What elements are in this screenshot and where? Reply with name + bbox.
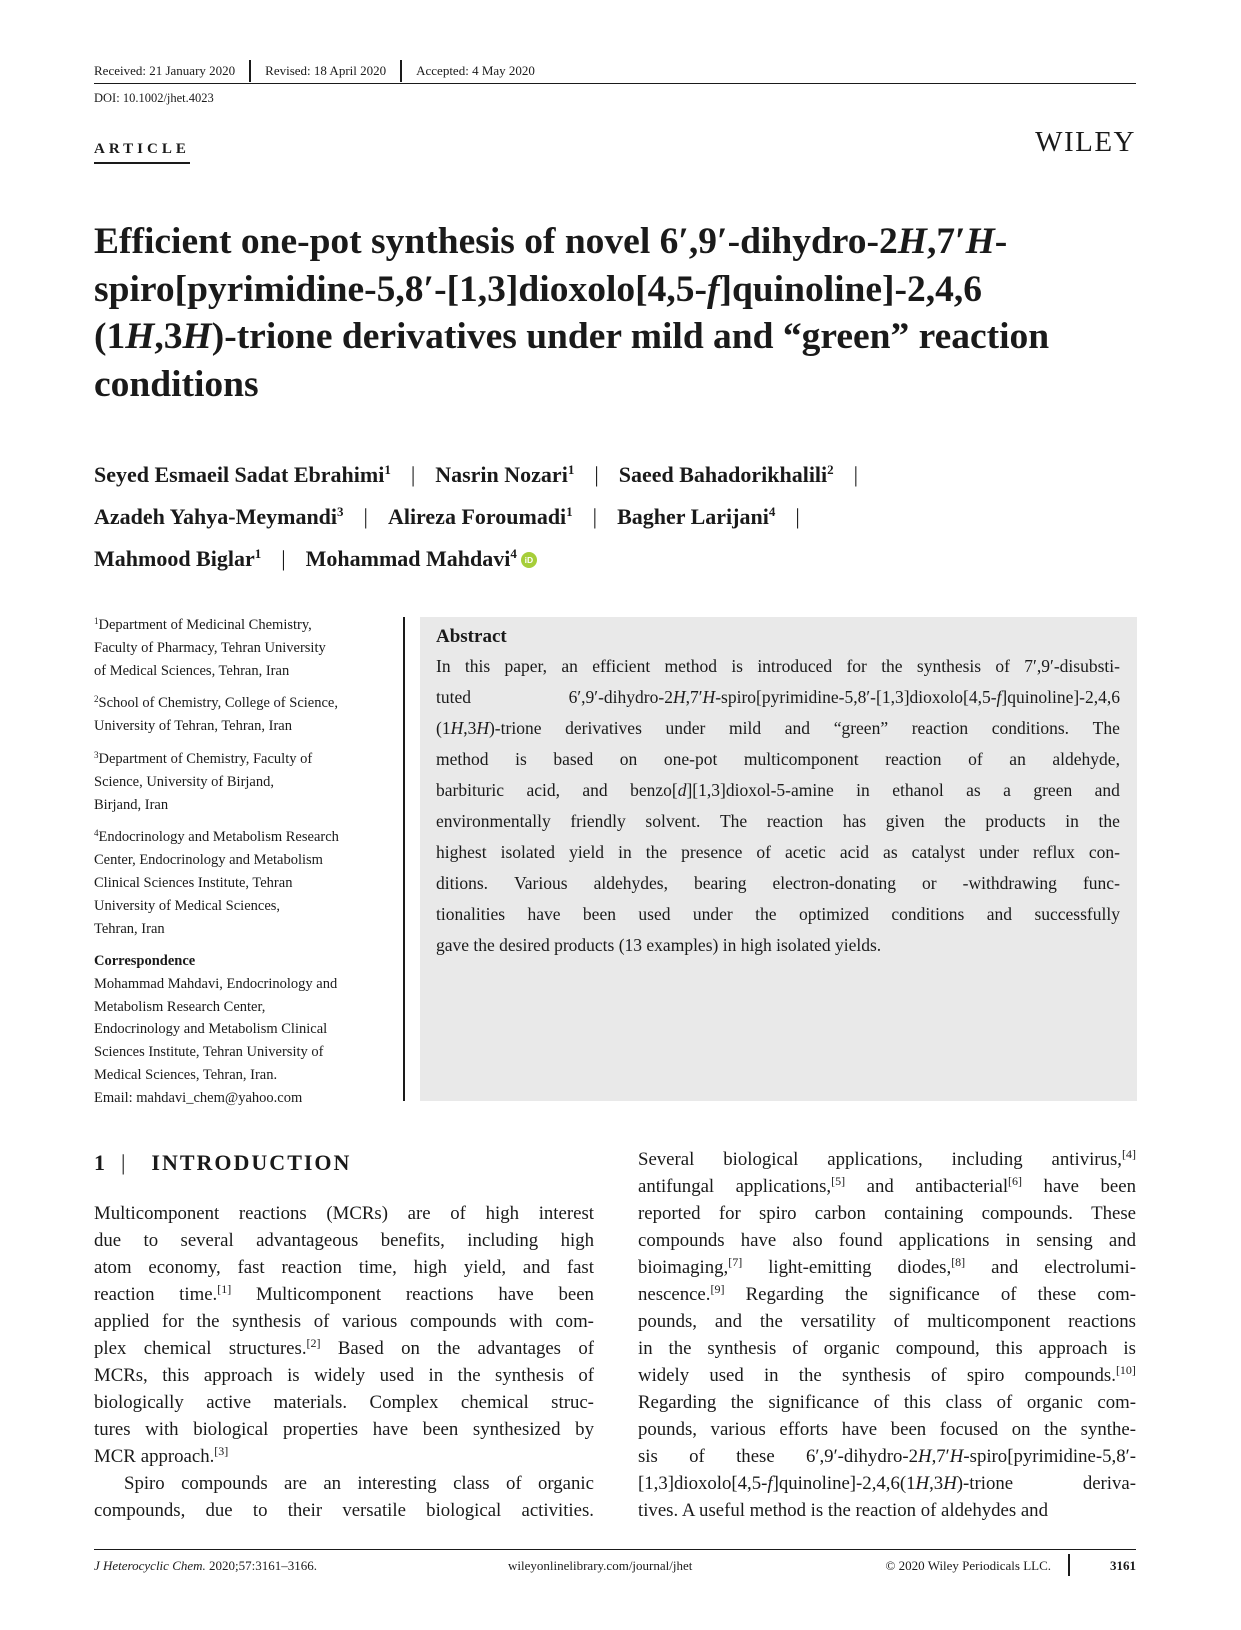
journal-url[interactable]: wileyonlinelibrary.com/journal/jhet (508, 1558, 693, 1573)
page-footer (94, 1554, 1136, 1578)
body-column-left: Multicomponent reactions (MCRs) are of high interest due to several advantageous benefits, including high atom economy, fast reaction time, high yield, and fast reaction time.[1] Multicomponent reactions have been applied for the synthesis of various compounds with com- plex chemical structures.[2] Based on the advantages of MCRs, this approach is widely used in the synthesis of biologically active materials. Complex chemical struc- tures with biological properties have been synthesized by MCR approach.[3] Spiro compounds are an interesting class of organic compounds, due to their versatile biological activities. (94, 1203, 594, 1521)
author-list: Seyed Esmaeil Sadat Ebrahimi$^1$ | Nasrin Nozari$^1$ | Saeed Bahadorikhalili$^2$ | Azadeh Yahya-Meymandi$^3$ | Alireza Foroumadi$^1$ | Bagher Larijani$^4$ | Mahmood Biglar$^1$ | Mohammad Mahdavi$^4$ iD (94, 462, 859, 571)
divider (1068, 1554, 1070, 1576)
title-line: Efficient one-pot synthesis of novel 6′,9′-dihydro-2H,7′H- (94, 221, 1008, 262)
manuscript-dates (94, 59, 1136, 83)
affiliation: $^4$Endocrinology and Metabolism Research Center, Endocrinology and Metabolism Clinical Sciences Institute, Tehran University of Medical Sciences, Tehran, Iran (94, 828, 339, 937)
citation-ref[interactable]: [10] (1115, 1363, 1136, 1377)
revised-date: Revised: 18 April 2020 (265, 63, 387, 78)
correspondence-email[interactable]: Email: mahdavi_chem@yahoo.com (94, 1089, 303, 1106)
doi[interactable]: DOI: 10.1002/jhet.4023 (94, 91, 214, 105)
paper-title (94, 218, 1154, 408)
author[interactable]: Alireza Foroumadi$^1$ (387, 504, 573, 529)
orcid-icon[interactable]: iD (521, 552, 537, 568)
body-column-right: Several biological applications, including antivirus,[4] antifungal applications,[5] and antibacterial[6] have been reported for spiro carbon containing compounds. These compounds have also found applications in sensing and bioimaging,[7] light-emitting diodes,[8] and electrolumi- nescence.[9] Regarding the significance of these com- pounds, and the versatility of multicomponent reactions in the synthesis of organic compound, this approach is widely used in the synthesis of spiro compounds.[10] Regarding the significance of this class of organic com- pounds, various efforts have been focused on the synthe- sis of these 6′,9′-dihydro-2H,7′H-spiro[pyrimidine-5,8′- [1,3]dioxolo[4,5-f]quinoline]-2,4,6(1H,3H)-trione deriva- tives. A useful method is the reaction of aldehydes and (638, 1147, 1136, 1521)
citation-ref[interactable]: [1] (217, 1282, 232, 1296)
accepted-date: Accepted: 4 May 2020 (416, 63, 535, 78)
affiliation: $^3$Department of Chemistry, Faculty of Science, University of Birjand, Birjand, Iran (94, 749, 313, 813)
footer-rule (94, 1549, 1136, 1550)
citation-ref[interactable]: [7] (728, 1255, 743, 1269)
page-number: 3161 (1110, 1558, 1136, 1573)
header-rule (94, 83, 1136, 84)
copyright: © 2020 Wiley Periodicals LLC. (885, 1558, 1051, 1573)
title-line: conditions (94, 363, 259, 405)
author[interactable]: Mohammad Mahdavi$^4$ (305, 546, 517, 571)
article-type-label: ARTICLE (94, 141, 190, 164)
received-date: Received: 21 January 2020 (94, 63, 236, 78)
citation-ref[interactable]: [6] (1008, 1174, 1023, 1188)
affiliation: $^1$Department of Medicinal Chemistry, Faculty of Pharmacy, Tehran University of Medical Sciences, Tehran, Iran (94, 616, 326, 679)
citation-ref[interactable]: [5] (831, 1174, 846, 1188)
abstract-heading: Abstract (436, 626, 507, 647)
title-line: (1H,3H)-trione derivatives under mild and “green” reaction (94, 316, 1050, 357)
author[interactable]: Saeed Bahadorikhalili$^2$ (618, 462, 834, 487)
column-divider (403, 617, 405, 1101)
citation-ref[interactable]: [2] (306, 1336, 321, 1350)
citation-ref[interactable]: [4] (1121, 1147, 1136, 1161)
correspondence-heading: Correspondence (94, 953, 196, 969)
section-number: 1 (94, 1150, 107, 1175)
author[interactable]: Seyed Esmaeil Sadat Ebrahimi$^1$ (94, 462, 391, 487)
abstract-text: In this paper, an efficient method is introduced for the synthesis of 7′,9′-disubsti- tuted 6′,9′-dihydro-2H,7′H-spiro[pyrimidine-5,8′-[1,3]dioxolo[4,5-f]quinoline]-2,4,6 (1H,3H)-trione derivatives under mild and “green” reaction conditions. The method is based on one-pot multicomponent reaction of an aldehyde, barbituric acid, and benzo[d][1,3]dioxol-5-amine in ethanol as a green and environmentally friendly solvent. The reaction has given the products in the highest isolated yield in the presence of acetic acid as catalyst under reflux con- ditions. Various aldehydes, bearing electron-donating or -withdrawing func- tionalities have been used under the optimized conditions and successfully gave the desired products (13 examples) in high isolated yields. (436, 656, 1120, 955)
title-line: spiro[pyrimidine-5,8′-[1,3]dioxolo[4,5-f]quinoline]-2,4,6 (94, 268, 983, 310)
affiliation: $^2$School of Chemistry, College of Science, University of Tehran, Tehran, Iran (94, 694, 338, 735)
section-title: INTRODUCTION (151, 1150, 352, 1175)
author[interactable]: Nasrin Nozari$^1$ (435, 462, 575, 487)
citation-ref[interactable]: [3] (214, 1444, 229, 1458)
author[interactable]: Bagher Larijani$^4$ (617, 504, 776, 529)
journal-citation: J Heterocyclic Chem. 2020;57:3161–3166. (94, 1558, 318, 1573)
citation-ref[interactable]: [9] (710, 1282, 725, 1296)
citation-ref[interactable]: [8] (951, 1255, 966, 1269)
divider (400, 60, 402, 82)
abstract-box (420, 617, 1137, 1101)
affiliations (94, 610, 394, 946)
publisher-logo: WILEY (1035, 126, 1136, 158)
section-heading: 1 | INTRODUCTION (94, 1150, 352, 1175)
divider (249, 60, 251, 82)
author[interactable]: Mahmood Biglar$^1$ (94, 546, 262, 571)
correspondence: Correspondence Mohammad Mahdavi, Endocrinology and Metabolism Research Center, Endocrinology and Metabolism Clinical Sciences Institute, Tehran University of Medical Sciences, Tehran, Iran. Email: mahdavi_chem@yahoo.com (94, 950, 394, 1110)
author[interactable]: Azadeh Yahya-Meymandi$^3$ (94, 504, 344, 529)
